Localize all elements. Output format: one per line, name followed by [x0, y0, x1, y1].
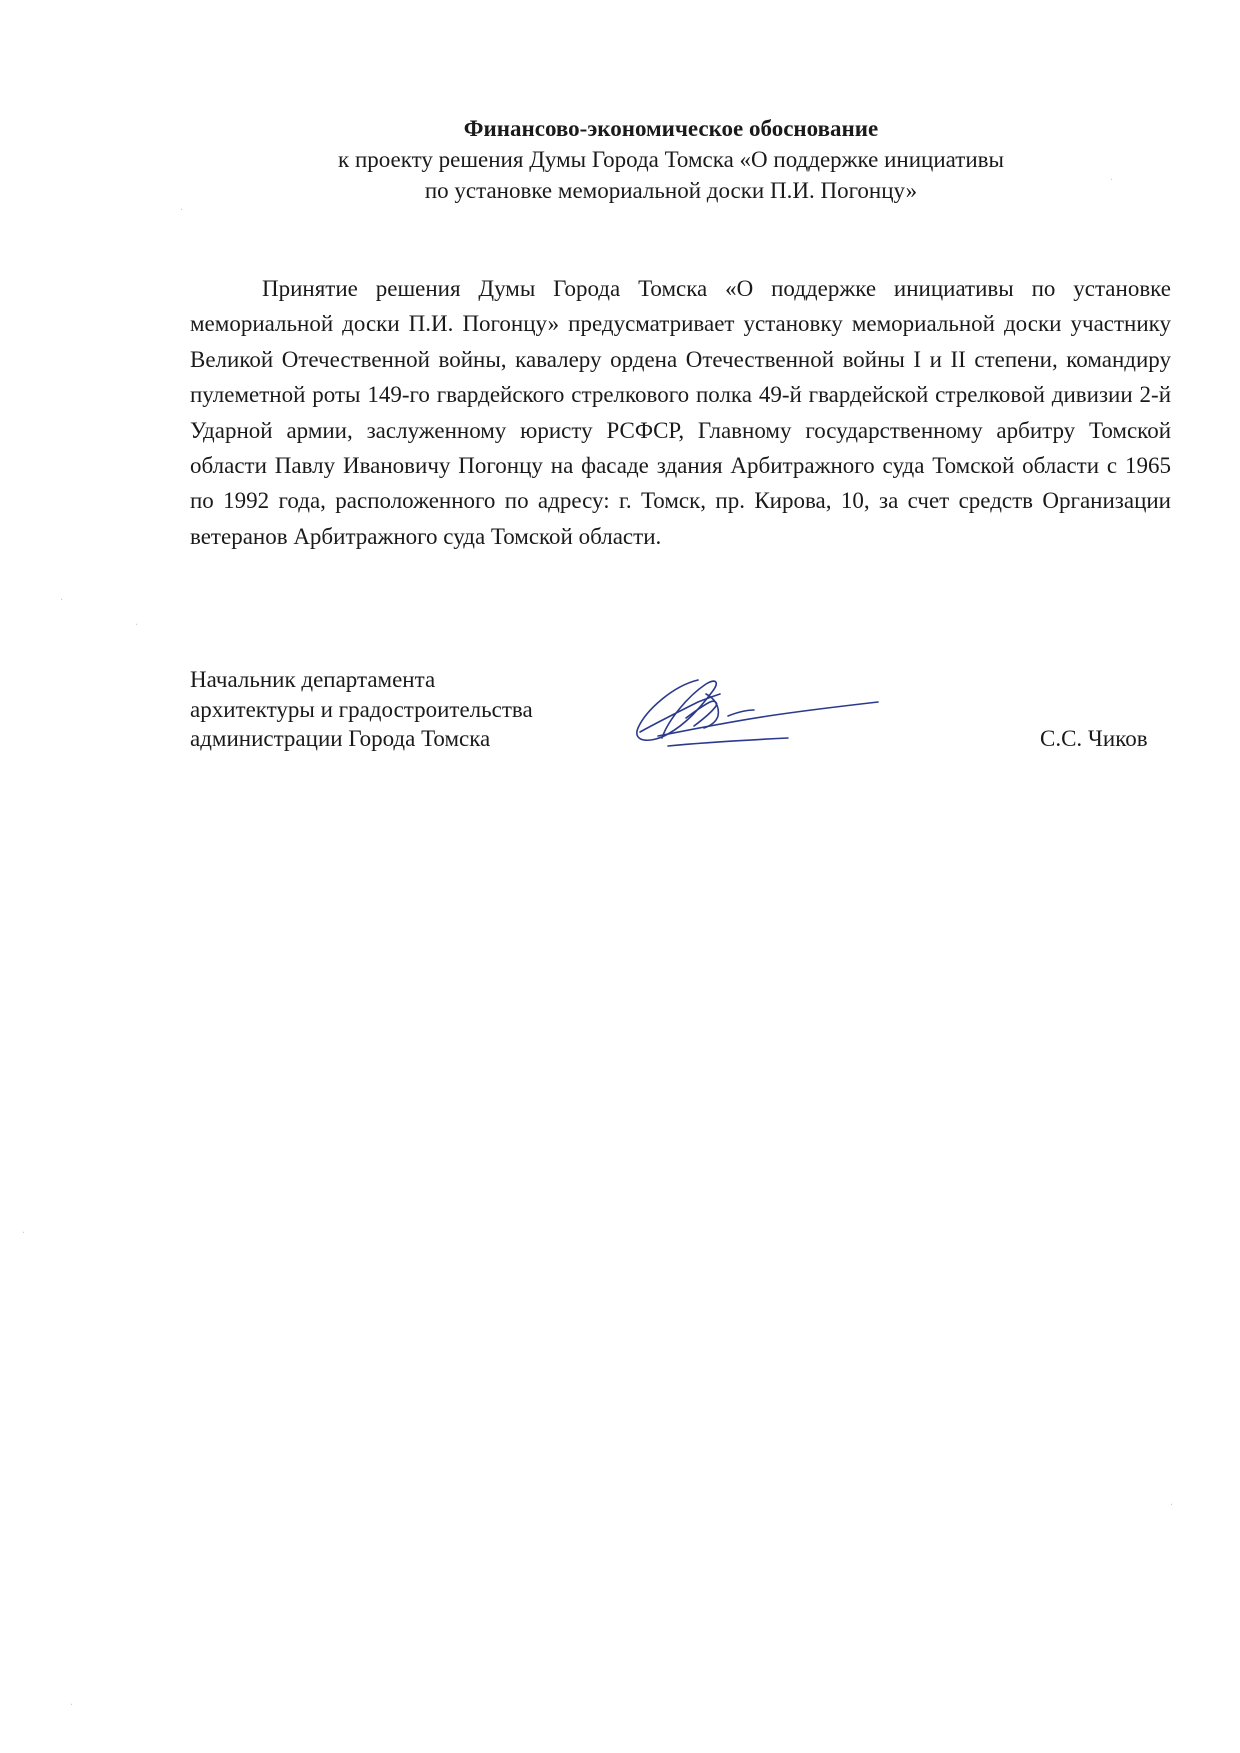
signer-name: С.С. Чиков — [1040, 726, 1148, 751]
signer-position-line-2: архитектуры и градостроительства — [190, 696, 533, 722]
signer-position-line-3: администрации Города Томска — [190, 726, 491, 751]
scan-speck: · — [180, 205, 184, 216]
scan-speck: · — [70, 1700, 74, 1711]
document-subtitle-line-1: к проекту решения Думы Города Томска «О поддержке инициативы — [338, 147, 1004, 172]
document-title: Финансово-экономическое обоснование — [463, 116, 879, 141]
scan-speck: · — [135, 620, 139, 631]
document-subtitle-line-2: по установке мемориальной доски П.И. Погонцу» — [424, 178, 918, 203]
scan-speck: · — [1110, 175, 1114, 186]
signer-position-line-1: Начальник департамента — [190, 667, 436, 692]
document-header — [190, 113, 1152, 206]
scan-speck: · — [60, 595, 64, 606]
handwritten-signature — [628, 672, 888, 752]
body-paragraph: Принятие решения Думы Города Томска «О поддержке инициативы по установке мемориальной доски П.И. Погонцу» предусматривает установку мемориальной доски участнику Великой Отечественной войны, кавалеру ордена Отечественной войны I и II степени, командиру пулеметной роты 149-го гвардейского стрелкового полка 49-й гвардейской стрелковой дивизии 2-й Ударной армии, заслуженному юристу РСФСР, Главному государственному арбитру Томской области Павлу Ивановичу Погонцу на фасаде здания Арбитражного суда Томской области с 1965 по 1992 года, расположенного по адресу: г. Томск, пр. Кирова, 10, за счет средств Организации ветеранов Арбитражного суда Томской области. — [190, 276, 1171, 549]
scan-speck: · — [22, 1228, 26, 1239]
scan-speck: · — [1170, 1500, 1174, 1511]
signer-position — [190, 665, 533, 754]
